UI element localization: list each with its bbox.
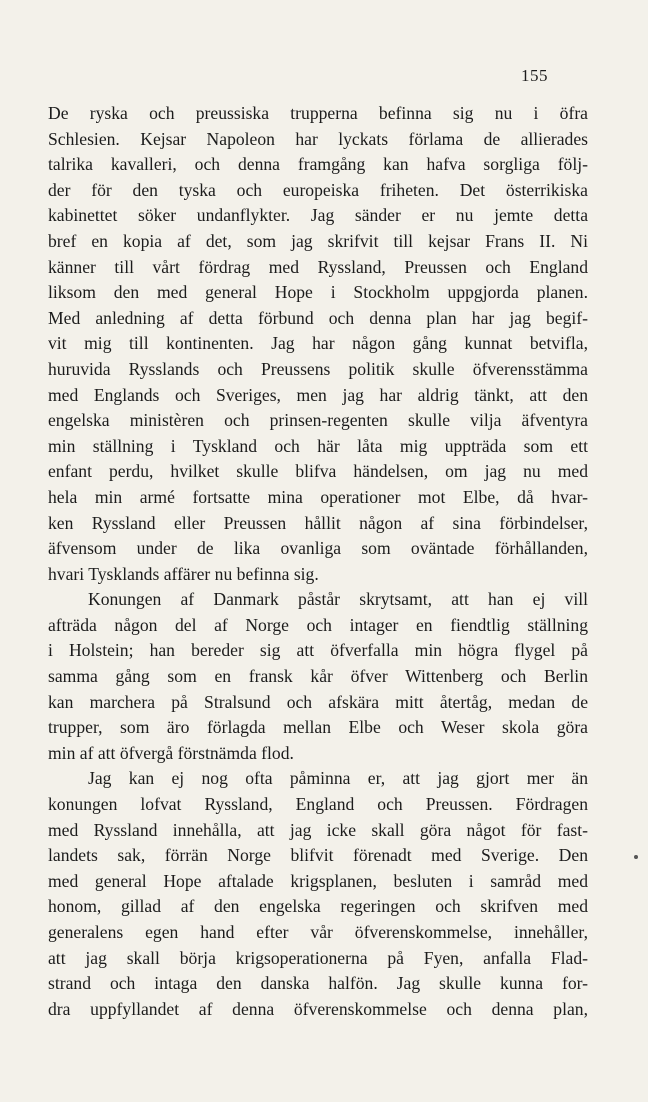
text-line: generalens egen hand efter vår öfverenskommelse, innehåller, xyxy=(48,922,588,942)
text-line: samma gång som en fransk kår öfver Wittenberg och Berlin xyxy=(48,666,588,687)
text-line: hela min armé fortsatte mina operationer mot Elbe, då hvar- xyxy=(48,486,588,507)
text-line: huruvida Rysslands och Preussens politik skulle öfverensstämma xyxy=(48,358,588,379)
text-line: Med anledning af detta förbund och denna plan har jag begif- xyxy=(48,307,588,328)
text-line: strand och intaga den danska halfön. Jag skulle kunna for- xyxy=(48,973,588,994)
text-line: Jag kan ej nog ofta påminna er, att jag gjort mer än xyxy=(88,768,588,789)
text-line: vit mig till kontinenten. Jag har någon gång kunnat betvifla, xyxy=(48,333,588,354)
text-line: med Ryssland innehålla, att jag icke skall göra något för fast- xyxy=(48,819,588,840)
text-line: afträda någon del af Norge och intager en fiendtlig ställning xyxy=(48,614,588,635)
text-line: hvari Tysklands affärer nu befinna sig. xyxy=(48,563,319,584)
text-line: enfant perdu, hvilket skulle blifva händelsen, om jag nu med xyxy=(48,461,588,482)
text-line: med general Hope aftalade krigsplanen, besluten i samråd med xyxy=(48,870,588,891)
text-line: känner till vårt fördrag med Ryssland, Preussen och England xyxy=(48,256,588,277)
text-line: talrika kavalleri, och denna framgång kan hafva sorgliga följ- xyxy=(48,154,588,175)
text-line: konungen lofvat Ryssland, England och Preussen. Fördragen xyxy=(48,794,588,815)
text-line: med Englands och Sveriges, men jag har aldrig tänkt, att den xyxy=(48,384,588,405)
text-line: min af att öfvergå förstnämda flod. xyxy=(48,742,294,763)
body-text xyxy=(48,101,588,1022)
text-line: engelska ministèren och prinsen-regenten skulle vilja äfventyra xyxy=(48,410,588,431)
text-line: De ryska och preussiska trupperna befinna sig nu i öfra xyxy=(48,103,588,123)
page-number: 155 xyxy=(521,66,548,85)
text-line: äfvensom under de lika ovanliga som oväntade förhållanden, xyxy=(48,538,588,559)
text-line: min ställning i Tyskland och här låta mig uppträda som ett xyxy=(48,435,588,456)
text-line: dra uppfyllandet af denna öfverenskommelse och denna plan, xyxy=(48,998,588,1019)
text-line: liksom den med general Hope i Stockholm uppgjorda planen. xyxy=(48,282,588,303)
text-line: landets sak, förrän Norge blifvit förenadt med Sverige. Den xyxy=(48,845,588,866)
margin-dot-mark xyxy=(634,855,638,859)
text-line: kabinettet söker undanflykter. Jag sänder er nu jemte detta xyxy=(48,205,588,226)
text-line: i Holstein; han bereder sig att öfverfalla min högra flygel på xyxy=(48,640,588,661)
text-line: Konungen af Danmark påstår skrytsamt, att han ej vill xyxy=(88,589,588,610)
text-line: ken Ryssland eller Preussen hållit någon af sina förbindelser, xyxy=(48,512,588,533)
text-line: kan marchera på Stralsund och afskära mitt återtåg, medan de xyxy=(48,691,588,712)
text-line: bref en kopia af det, som jag skrifvit till kejsar Frans II. Ni xyxy=(48,230,588,251)
text-line: honom, gillad af den engelska regeringen och skrifven med xyxy=(48,896,588,917)
text-line: att jag skall börja krigsoperationerna på Fyen, anfalla Flad- xyxy=(48,947,588,968)
text-line: trupper, som äro förlagda mellan Elbe och Weser skola göra xyxy=(48,717,588,738)
text-line: Schlesien. Kejsar Napoleon har lyckats förlama de allierades xyxy=(48,128,588,149)
text-line: der för den tyska och europeiska friheten. Det österrikiska xyxy=(48,179,588,200)
